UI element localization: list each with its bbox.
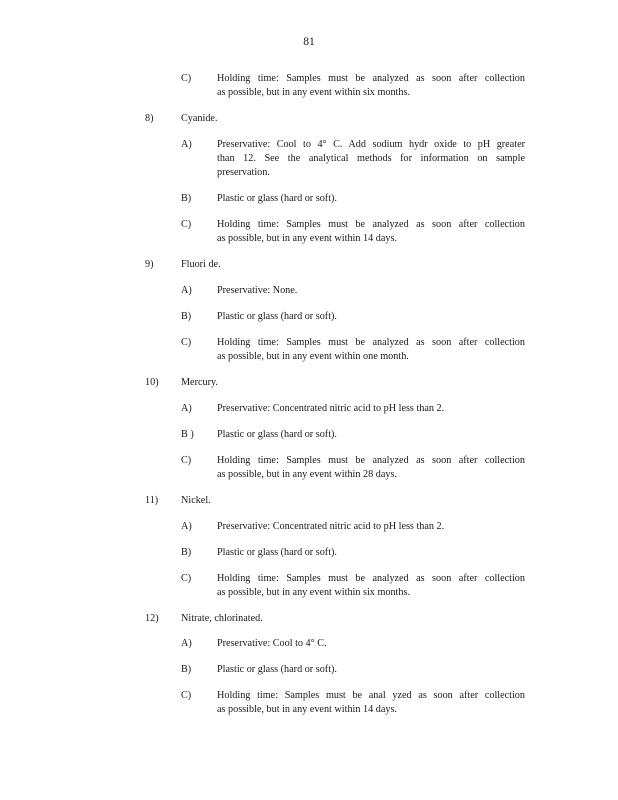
item-text: Preservative: Cool to 4° C. Add sodium hydr oxide to pH greater: [217, 139, 525, 150]
section-title: Nickel.: [181, 495, 211, 506]
item-text: Preservative: None.: [217, 285, 298, 296]
item-text: Plastic or glass (hard or soft).: [217, 547, 337, 558]
section-number: 10): [145, 377, 159, 388]
item-label: B): [181, 547, 192, 558]
item-label: C): [181, 73, 192, 84]
item-text: Preservative: Concentrated nitric acid to pH less than 2.: [217, 403, 445, 414]
item-label: C): [181, 690, 192, 701]
item-label: C): [181, 337, 192, 348]
section-title: Fluori de.: [181, 259, 221, 270]
item-label: A): [181, 521, 192, 532]
section-number: 12): [145, 613, 159, 624]
item-text: as possible, but in any event within 28 days.: [217, 469, 397, 480]
item-label: B): [181, 664, 192, 675]
section-number: 11): [145, 495, 159, 506]
item-text: Holding time: Samples must be analyzed as soon after collection: [217, 337, 525, 348]
item-text: Holding time: Samples must be anal yzed as soon after collection: [217, 690, 525, 701]
item-label: A): [181, 139, 192, 150]
item-text: Plastic or glass (hard or soft).: [217, 664, 337, 675]
item-text: Plastic or glass (hard or soft).: [217, 311, 337, 322]
section-title: Nitrate, chlorinated.: [181, 613, 263, 624]
page-number: 81: [303, 36, 315, 48]
item-label: A): [181, 638, 192, 649]
item-label: C): [181, 573, 192, 584]
section-title: Cyanide.: [181, 113, 218, 124]
item-label: B): [181, 193, 192, 204]
item-text: than 12. See the analytical methods for information on sample: [217, 153, 525, 164]
item-text: Holding time: Samples must be analyzed as soon after collection: [217, 219, 525, 230]
section-title: Mercury.: [181, 377, 218, 388]
item-text: as possible, but in any event within 14 days.: [217, 233, 397, 244]
item-text: as possible, but in any event within one month.: [217, 351, 409, 362]
item-label: A): [181, 285, 192, 296]
item-text: as possible, but in any event within six months.: [217, 587, 410, 598]
item-text: Preservative: Concentrated nitric acid to pH less than 2.: [217, 521, 445, 532]
item-text: Preservative: Cool to 4° C.: [217, 638, 327, 649]
item-text: Holding time: Samples must be analyzed as soon after collection: [217, 455, 525, 466]
item-text: Plastic or glass (hard or soft).: [217, 193, 337, 204]
section-number: 8): [145, 113, 154, 124]
item-text: Plastic or glass (hard or soft).: [217, 429, 337, 440]
section-number: 9): [145, 259, 154, 270]
item-text: as possible, but in any event within 14 days.: [217, 704, 397, 715]
item-label: B ): [181, 429, 194, 440]
item-text: as possible, but in any event within six months.: [217, 87, 410, 98]
item-text: preservation.: [217, 167, 270, 178]
item-text: Holding time: Samples must be analyzed as soon after collection: [217, 573, 525, 584]
item-text: Holding time: Samples must be analyzed as soon after collection: [217, 73, 525, 84]
item-label: B): [181, 311, 192, 322]
item-label: A): [181, 403, 192, 414]
item-label: C): [181, 219, 192, 230]
item-label: C): [181, 455, 192, 466]
